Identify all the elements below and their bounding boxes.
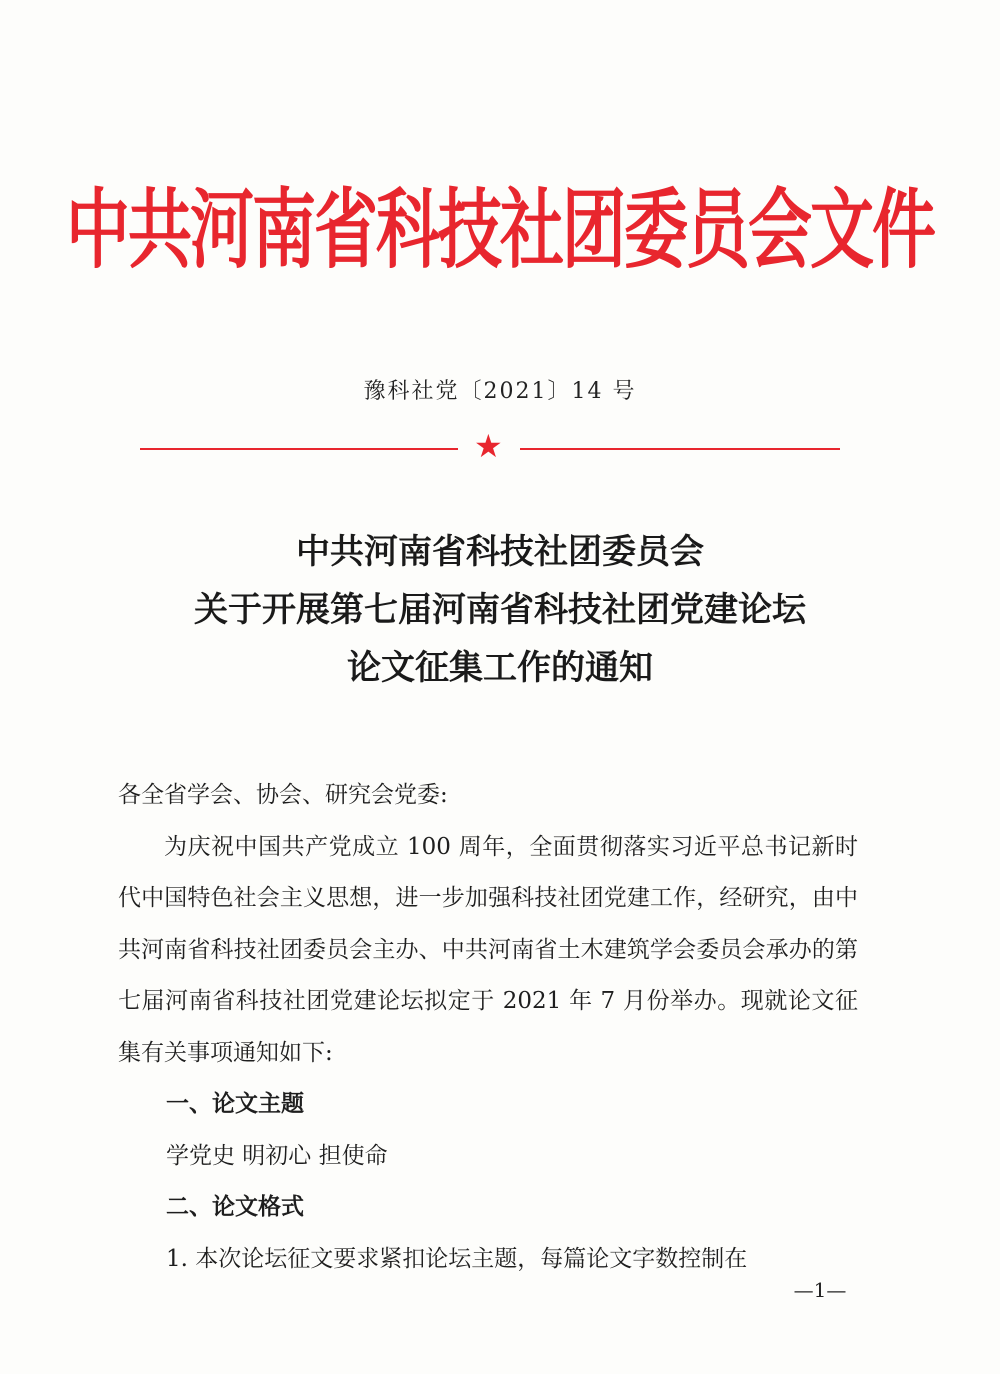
intro-paragraph: 为庆祝中国共产党成立 100 周年，全面贯彻落实习近平总书记新时代中国特色社会主义思想，进一步加强科技社团党建工作，经研究，由中共河南省科技社团委员会主办、中共河南省土木建筑学会委员会承办的第七届河南省科技社团党建论坛拟定于 2021 年 7 月份举办。现就论文征集有关事项通知如下: <box>118 833 858 1066</box>
salutation: 各全省学会、协会、研究会党委: <box>118 782 448 808</box>
red-star-icon: ★ <box>474 427 503 465</box>
divider-line-right <box>520 448 840 450</box>
notice-title <box>0 523 1000 697</box>
red-divider <box>140 427 840 465</box>
section-2-heading: 二、论文格式 <box>166 1194 304 1220</box>
issuer-header: 中共河南省科技社团委员会文件 <box>66 179 934 282</box>
section-2-item-1: 1. 本次论坛征文要求紧扣论坛主题，每篇论文字数控制在 <box>166 1245 748 1272</box>
divider-line-left <box>140 448 458 450</box>
document-body <box>118 770 858 1285</box>
page-number: —1— <box>793 1278 847 1302</box>
section-1-heading: 一、论文主题 <box>166 1091 304 1117</box>
title-line-1: 中共河南省科技社团委员会 <box>296 532 704 572</box>
document-number: 豫科社党〔2021〕14 号 <box>363 379 637 404</box>
title-line-2: 关于开展第七届河南省科技社团党建论坛 <box>194 590 806 630</box>
title-line-3: 论文征集工作的通知 <box>347 648 653 688</box>
section-1-content: 学党史 明初心 担使命 <box>166 1142 388 1169</box>
